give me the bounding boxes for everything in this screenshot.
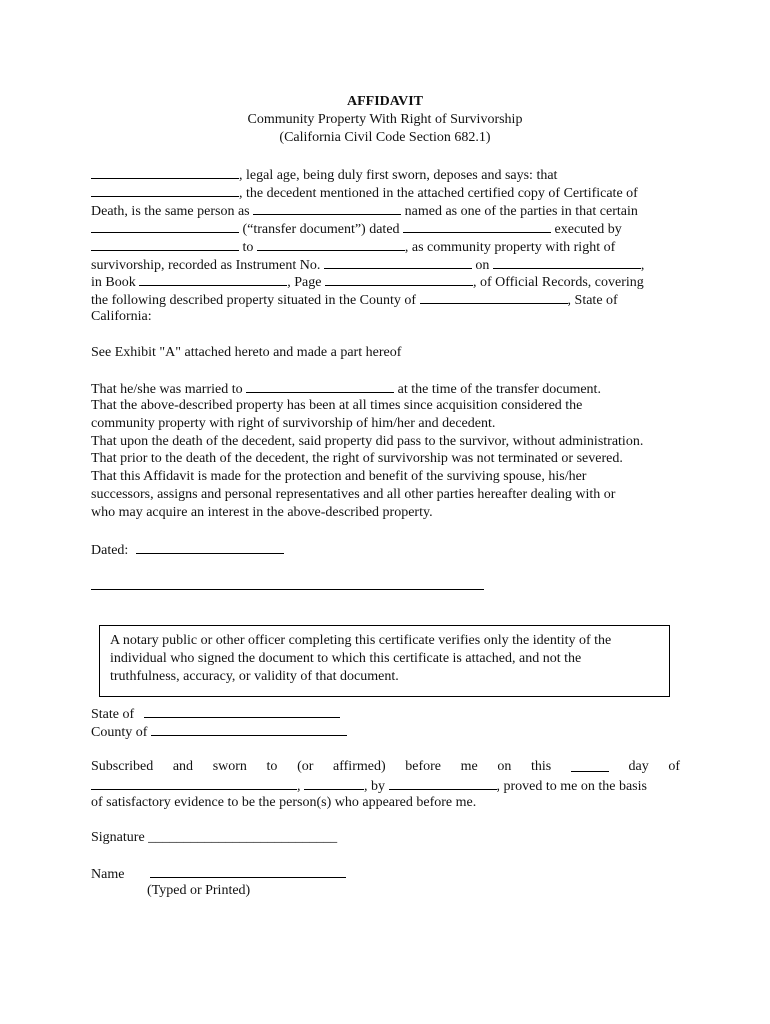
subscribed-line2: , , by , proved to me on the basis xyxy=(91,777,647,795)
para1-line8: the following described property situated in the County of , State of xyxy=(91,293,618,308)
para2-line7: successors, assigns and personal representatives and all other parties hereafter dealing with or xyxy=(91,487,616,502)
subscribed-line1: Subscribed and sworn to (or affirmed) before me on this day of xyxy=(91,759,680,774)
dated-line: Dated: xyxy=(91,541,284,559)
para2-line5: That prior to the death of the decedent, the right of survivorship was not terminated or severed. xyxy=(91,451,623,466)
para1-line7: in Book , Page , of Official Records, covering xyxy=(91,275,644,290)
subscribed-line3: of satisfactory evidence to be the person(s) who appeared before me. xyxy=(91,795,477,810)
signature-line: Signature ___________________________ xyxy=(91,830,338,845)
para1-line4: (“transfer document”) dated executed by xyxy=(91,220,622,238)
transfer-date-blank[interactable] xyxy=(403,220,551,233)
notary-notice-line2: individual who signed the document to which this certificate is attached, and not the xyxy=(110,651,582,666)
para2-line1: That he/she was married to at the time of the transfer document. xyxy=(91,382,601,397)
transfer-document-blank[interactable] xyxy=(91,220,239,233)
para1-line9: California: xyxy=(91,309,152,324)
document-subtitle: Community Property With Right of Survivorship xyxy=(247,112,523,127)
recorded-date-blank[interactable] xyxy=(493,256,641,269)
typed-printed-caption: (Typed or Printed) xyxy=(147,883,251,898)
month-blank[interactable] xyxy=(91,777,297,790)
document-title: AFFIDAVIT xyxy=(347,94,423,109)
para2-line3: community property with right of survivorship of him/her and decedent. xyxy=(91,416,496,431)
name-line: Name xyxy=(91,865,346,883)
county-blank[interactable] xyxy=(151,723,347,736)
page-blank[interactable] xyxy=(325,273,473,286)
notary-notice-line1: A notary public or other officer completing this certificate verifies only the identity of the xyxy=(110,633,612,648)
spouse-name-blank[interactable] xyxy=(246,380,394,393)
para2-line6: That this Affidavit is made for the protection and benefit of the surviving spouse, his/her xyxy=(91,469,587,484)
affiant-signature-line[interactable] xyxy=(91,589,484,590)
same-person-blank[interactable] xyxy=(253,202,401,215)
notary-notice-line3: truthfulness, accuracy, or validity of that document. xyxy=(110,669,399,684)
state-line: State of xyxy=(91,705,340,723)
notary-notice-box xyxy=(99,625,670,697)
day-blank[interactable] xyxy=(571,759,609,772)
para1-line3: Death, is the same person as named as one of the parties in that certain xyxy=(91,204,638,219)
notary-signature-blank[interactable]: ___________________________ xyxy=(148,830,338,845)
decedent-name-blank[interactable] xyxy=(91,184,239,197)
affiant-name-blank[interactable] xyxy=(91,166,239,179)
county-property-blank[interactable] xyxy=(420,291,568,304)
para1-line5: to , as community property with right of xyxy=(91,238,615,256)
affiant-by-blank[interactable] xyxy=(389,777,497,790)
code-reference: (California Civil Code Section 682.1) xyxy=(279,130,491,145)
para1-line2: , the decedent mentioned in the attached certified copy of Certificate of xyxy=(91,184,638,202)
county-line: County of xyxy=(91,723,347,741)
dated-blank[interactable] xyxy=(136,541,284,554)
year-blank[interactable] xyxy=(304,777,364,790)
para2-line2: That the above-described property has been at all times since acquisition considered the xyxy=(91,398,583,413)
executed-by-blank[interactable] xyxy=(91,238,239,251)
state-blank[interactable] xyxy=(144,705,340,718)
notary-name-blank[interactable] xyxy=(150,865,346,878)
transferee-blank[interactable] xyxy=(257,238,405,251)
para1-line6: survivorship, recorded as Instrument No. on , xyxy=(91,258,645,273)
exhibit-reference: See Exhibit "A" attached hereto and made a part hereof xyxy=(91,345,402,360)
para1-line1: , legal age, being duly first sworn, deposes and says: that xyxy=(91,166,557,184)
para2-line8: who may acquire an interest in the above-described property. xyxy=(91,505,433,520)
para2-line4: That upon the death of the decedent, said property did pass to the survivor, without administration. xyxy=(91,434,644,449)
book-blank[interactable] xyxy=(139,273,287,286)
instrument-number-blank[interactable] xyxy=(324,256,472,269)
